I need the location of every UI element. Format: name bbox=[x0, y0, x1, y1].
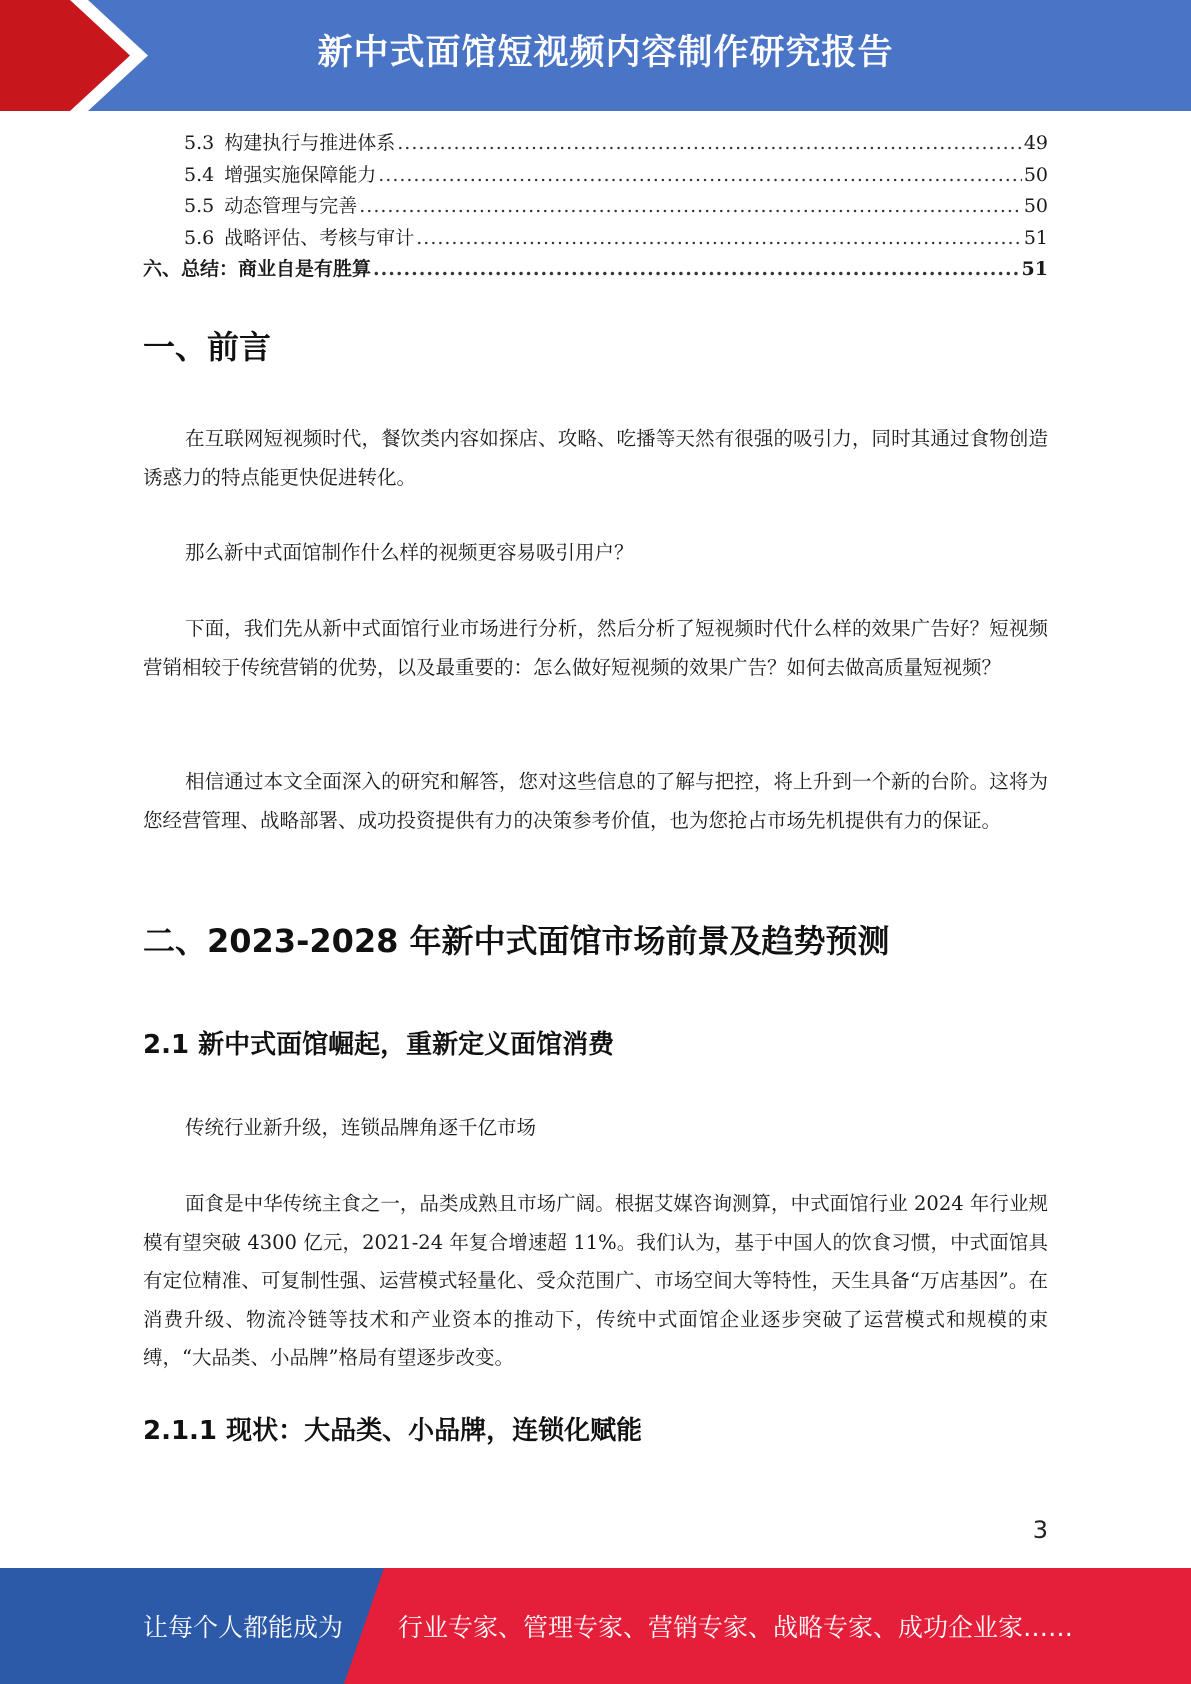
preface-paragraph-3: 下面，我们先从新中式面馆行业市场进行分析，然后分析了短视频时代什么样的效果广告好？短视频营销相较于传统营销的优势，以及最重要的：怎么做好短视频的效果广告？如何去做高质量短视频？ bbox=[143, 617, 1048, 679]
toc-entry-label: 动态管理与完善 bbox=[224, 195, 358, 217]
footer-slogan-left: 让每个人都能成为 bbox=[143, 1613, 344, 1642]
section-2-1-1-heading: 2.1.1 现状：大品类、小品牌，连锁化赋能 bbox=[143, 1416, 643, 1446]
toc-entry-label: 构建执行与推进体系 bbox=[224, 132, 396, 154]
preface-paragraph-1: 在互联网短视频时代，餐饮类内容如探店、攻略、吃播等天然有很强的吸引力，同时其通过食物创造诱惑力的特点能更快促进转化。 bbox=[143, 427, 1048, 489]
toc-entry-page: 50 bbox=[1023, 163, 1048, 186]
toc-entry-5-4[interactable] bbox=[143, 160, 1048, 192]
preface-paragraph-2: 那么新中式面馆制作什么样的视频更容易吸引用户？ bbox=[185, 541, 634, 564]
toc-entry-label: 增强实施保障能力 bbox=[224, 163, 377, 186]
toc-dot-leader bbox=[397, 128, 1022, 160]
toc-entry-5-3[interactable] bbox=[143, 128, 1048, 160]
toc-dot-leader bbox=[378, 160, 1022, 192]
toc-entry-page: 49 bbox=[1023, 132, 1048, 154]
footer-slogan-right: 行业专家、管理专家、营销专家、战略专家、成功企业家…… bbox=[398, 1613, 1074, 1642]
section-2-1-heading: 2.1 新中式面馆崛起，重新定义面馆消费 bbox=[143, 1030, 615, 1060]
toc-entry-label: 战略评估、考核与审计 bbox=[224, 226, 415, 249]
toc-dot-leader bbox=[416, 223, 1022, 255]
toc-entry-number: 5.6 bbox=[184, 226, 215, 249]
page-footer-banner bbox=[0, 1568, 1191, 1684]
toc-dot-leader bbox=[373, 254, 1020, 286]
toc-entry-chapter-6[interactable] bbox=[143, 254, 1048, 286]
toc-entry-number: 5.5 bbox=[184, 195, 215, 217]
table-of-contents bbox=[143, 128, 1048, 286]
toc-entry-5-5[interactable] bbox=[143, 191, 1048, 223]
toc-entry-page: 51 bbox=[1021, 258, 1048, 280]
toc-entry-5-6[interactable] bbox=[143, 223, 1048, 255]
toc-entry-number: 5.3 bbox=[184, 132, 215, 154]
toc-dot-leader bbox=[359, 191, 1022, 223]
market-outlook-heading: 二、2023-2028 年新中式面馆市场前景及趋势预测 bbox=[143, 922, 890, 960]
preface-paragraph-4: 相信通过本文全面深入的研究和解答，您对这些信息的了解与把控，将上升到一个新的台阶。这将为您经营管理、战略部署、成功投资提供有力的决策参考价值，也为您抢占市场先机提供有力的保证。 bbox=[143, 770, 1048, 832]
page-header-banner bbox=[0, 0, 1191, 111]
report-title: 新中式面馆短视频内容制作研究报告 bbox=[317, 33, 894, 73]
toc-entry-page: 51 bbox=[1023, 226, 1048, 249]
preface-heading: 一、前言 bbox=[143, 328, 272, 366]
toc-entry-page: 50 bbox=[1023, 195, 1048, 217]
section-2-1-paragraph-1: 传统行业新升级，连锁品牌角逐千亿市场 bbox=[185, 1116, 537, 1139]
section-2-1-paragraph-2: 面食是中华传统主食之一，品类成熟且市场广阔。根据艾媒咨询测算，中式面馆行业 2024 年行业规模有望突破 4300 亿元，2021-24 年复合增速超 11%。我们认为，基于中国人的饮食习惯，中式面馆具有定位精准、可复制性强、运营模式轻量化、受众范围广、市场空间大等特性，天生具备“万店基因”。在消费升级、物流冷链等技术和产业资本的推动下，传统中式面馆企业逐步突破了运营模式和规模的束缚，“大品类、小品牌”格局有望逐步改变。 bbox=[143, 1192, 1048, 1369]
toc-entry-number: 5.4 bbox=[184, 163, 215, 186]
page-number: 3 bbox=[1032, 1516, 1048, 1544]
toc-entry-label: 六、总结：商业自是有胜算 bbox=[143, 258, 372, 280]
